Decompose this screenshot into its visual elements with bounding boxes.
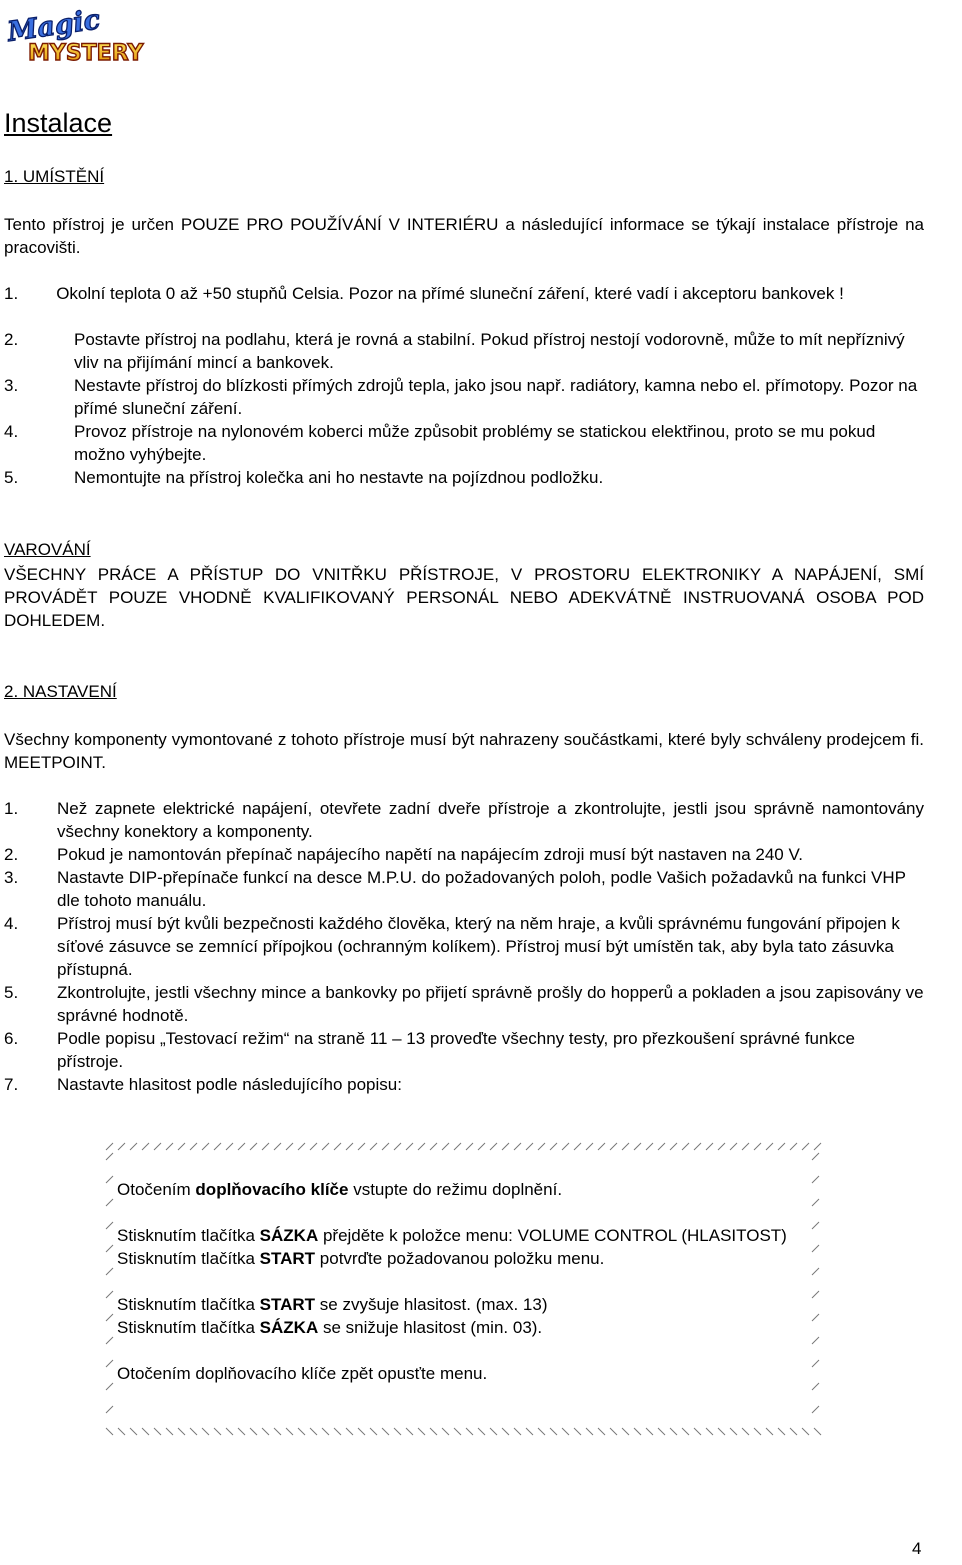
warning-text: VŠECHNY PRÁCE A PŘÍSTUP DO VNITŘKU PŘÍSTROJE, V PROSTORU ELEKTRONIKY A NAPÁJENÍ, SMÍ PROVÁDĚT POUZE VHODNĚ KVALIFIKOVANÝ PERSONÁL NEBO ADEKVÁTNĚ INSTRUOVANÁ OSOBA POD DOHLEDEM.	[4, 565, 924, 630]
box-line: Stisknutím tlačítka START se zvyšuje hlasitost. (max. 13)	[117, 1295, 548, 1314]
box-line: Stisknutím tlačítka SÁZKA se snižuje hlasitost (min. 03).	[117, 1318, 543, 1337]
page-number: 4	[912, 1539, 922, 1558]
list-item: 7. Nastavte hlasitost podle následujícího popisu:	[4, 1075, 402, 1094]
box-line: Stisknutím tlačítka START potvrďte požadovanou položku menu.	[117, 1249, 605, 1268]
list-item: 3. Nastavte DIP-přepínače funkcí na desce M.P.U. do požadovaných poloh, podle Vašich požadavků na funkci VHP dle tohoto manuálu.	[4, 868, 906, 910]
volume-instructions	[117, 1178, 811, 1385]
section1-intro: Tento přístroj je určen POUZE PRO POUŽÍVÁNÍ V INTERIÉRU a následující informace se týkají instalace přístroje na pracovišti.	[4, 215, 924, 257]
box-line: Otočením doplňovacího klíče zpět opusťte menu.	[117, 1364, 488, 1383]
box-line: Otočením doplňovacího klíče vstupte do režimu doplnění.	[117, 1180, 563, 1199]
list-item: 2. Pokud je namontován přepínač napájecího napětí na napájecím zdroji musí být nastaven na 240 V.	[4, 845, 803, 864]
list-item: 6. Podle popisu „Testovací režim“ na straně 11 – 13 proveďte všechny testy, pro přezkoušení správné funkce přístroje.	[4, 1029, 855, 1071]
list-item: 5. Zkontrolujte, jestli všechny mince a bankovky po přijetí správně prošly do hopperů a pokladen a jsou zapisovány ve správné hodnotě.	[4, 983, 924, 1025]
magic-mystery-logo	[4, 4, 144, 66]
section2-heading: 2. NASTAVENÍ	[4, 682, 117, 701]
list-item: 5. Nemontujte na přístroj kolečka ani ho nestavte na pojízdnou podložku.	[4, 468, 604, 487]
section1-list-rest	[4, 328, 924, 489]
box-line: Stisknutím tlačítka SÁZKA přejděte k položce menu: VOLUME CONTROL (HLASITOST)	[117, 1226, 787, 1245]
page-title: Instalace	[4, 108, 113, 138]
list-item: 4. Provoz přístroje na nylonovém koberci může způsobit problémy se statickou elektřinou, proto se mu pokud možno vyhýbejte.	[4, 422, 876, 464]
list-item: 1. Okolní teplota 0 až +50 stupňů Celsia. Pozor na přímé sluneční záření, které vadí i akceptoru bankovek !	[4, 284, 844, 303]
section1-list	[4, 282, 962, 305]
warning-heading: VAROVÁNÍ	[4, 540, 91, 559]
logo-word-mystery: MYSTERY	[28, 41, 144, 66]
section2-intro: Všechny komponenty vymontované z tohoto přístroje musí být nahrazeny součástkami, které byly schváleny prodejcem fi. MEETPOINT.	[4, 730, 924, 772]
logo-word-magic: Magic	[5, 4, 103, 48]
list-item: 2. Postavte přístroj na podlahu, která je rovná a stabilní. Pokud přístroj nestojí vodorovně, může to mít nepříznivý vliv na přijímání mincí a bankovek.	[4, 330, 905, 372]
list-item: 1. Než zapnete elektrické napájení, otevřete zadní dveře přístroje a zkontrolujte, jestli jsou správně namontovány všechny konektory a komponenty.	[4, 799, 924, 841]
list-item: 3. Nestavte přístroj do blízkosti přímých zdrojů tepla, jako jsou např. radiátory, kamna nebo el. přímotopy. Pozor na přímé sluneční záření.	[4, 376, 918, 418]
list-item: 4. Přístroj musí být kvůli bezpečnosti každého člověka, který na něm hraje, a kvůli správnému fungování připojen k síťové zásuvce se zemnící přípojkou (ochranným kolíkem). Přístroj musí být umístěn tak, aby byla tato zásuvka přístupná.	[4, 914, 900, 979]
section1-heading: 1. UMÍSTĚNÍ	[4, 167, 105, 186]
section2-list	[4, 797, 924, 1096]
